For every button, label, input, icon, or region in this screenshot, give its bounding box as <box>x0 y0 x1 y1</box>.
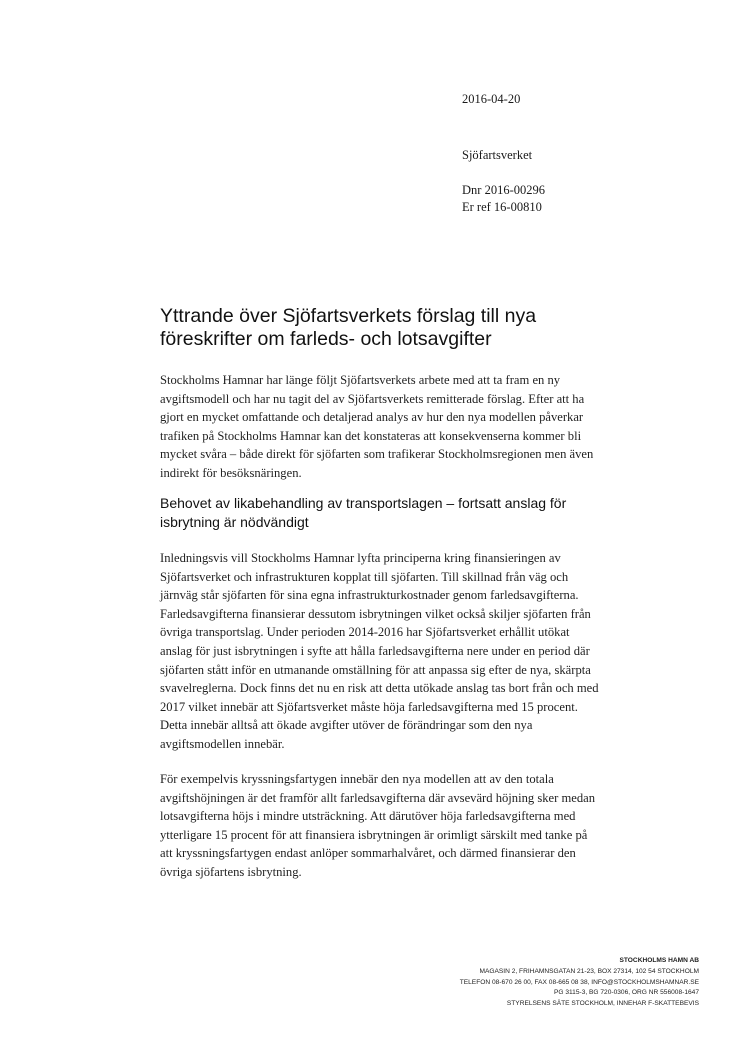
footer-address: MAGASIN 2, FRIHAMNSGATAN 21-23, BOX 27314, 102 54 STOCKHOLM <box>479 967 699 975</box>
footer-contact: TELEFON 08-670 26 00, FAX 08-665 08 38, INFO@STOCKHOLMSHAMNAR.SE <box>459 978 699 986</box>
section-paragraph-1: Inledningsvis vill Stockholms Hamnar lyfta principerna kring finansieringen av Sjöfartsverket och infrastrukturen kopplat till sjöfarten. Till skillnad från väg och järnväg står sjöfarten för sina egna infrastrukturkostnader genom farledsavgifterna. Farledsavgifterna finansierar dessutom isbrytningen vilket också skiljer sjöfarten från övriga transportslag. Under perioden 2014-2016 har Sjöfartsverket erhållit utökat anslag för just isbrytningen i syfte att hålla farledsavgifterna nere under en period där sjöfarten stått inför en utmanande omställning för att anpassa sig efter de nya, skärpta svavelreglerna. Dock finns det nu en risk att detta utökade anslag tas bort från och med 2017 vilket innebär att Sjöfartsverket måste höja farledsavgifterna med 15 procent. Detta innebär alltså att ökade avgifter utöver de förändringar som den nya avgiftsmodellen innebär. <box>160 551 599 751</box>
your-reference: Er ref 16-00810 <box>462 200 542 214</box>
footer-company-name: STOCKHOLMS HAMN AB <box>619 957 699 964</box>
diary-number: Dnr 2016-00296 <box>462 183 545 197</box>
reference-block <box>462 182 545 216</box>
recipient: Sjöfartsverket <box>462 148 533 162</box>
letter-date: 2016-04-20 <box>462 92 521 106</box>
letterhead-footer <box>460 956 699 1010</box>
footer-registration: PG 3115-3, BG 720-0306, ORG NR 556008-1647 <box>553 989 699 997</box>
section-paragraph-2: För exempelvis kryssningsfartygen innebär den nya modellen att av den totala avgiftshöjningen är det framför allt farledsavgifterna där avsevärd höjning sker medan lotsavgifterna höjs i mindre utsträckning. Att därutöver höja farledsavgifterna med ytterligare 15 procent för att finansiera isbrytningen är orimligt särskilt med tanke på att kryssningsfartygen endast anlöper sommarhalvåret, och därmed finansierar den övriga sjöfartens isbrytning. <box>160 772 596 879</box>
section-heading: Behovet av likabehandling av transportslagen – fortsatt anslag för isbrytning är nödvändigt <box>160 495 567 530</box>
document-title: Yttrande över Sjöfartsverkets förslag till nya föreskrifter om farleds- och lotsavgifter <box>160 305 537 350</box>
intro-paragraph: Stockholms Hamnar har länge följt Sjöfartsverkets arbete med att ta fram en ny avgiftsmodell och har nu tagit del av Sjöfartsverkets remitterade förslag. Efter att ha gjort en mycket omfattande och detaljerad analys av hur den nya modellen påverkar trafiken på Stockholms Hamnar kan det konstateras att konsekvenserna kommer bli mycket svåra – både direkt för sjöfarten som trafikerar Stockholmsregionen men även indirekt för besöksnäringen. <box>160 373 594 480</box>
footer-board-seat: STYRELSENS SÄTE STOCKHOLM, INNEHAR F-SKATTEBEVIS <box>506 1000 699 1008</box>
